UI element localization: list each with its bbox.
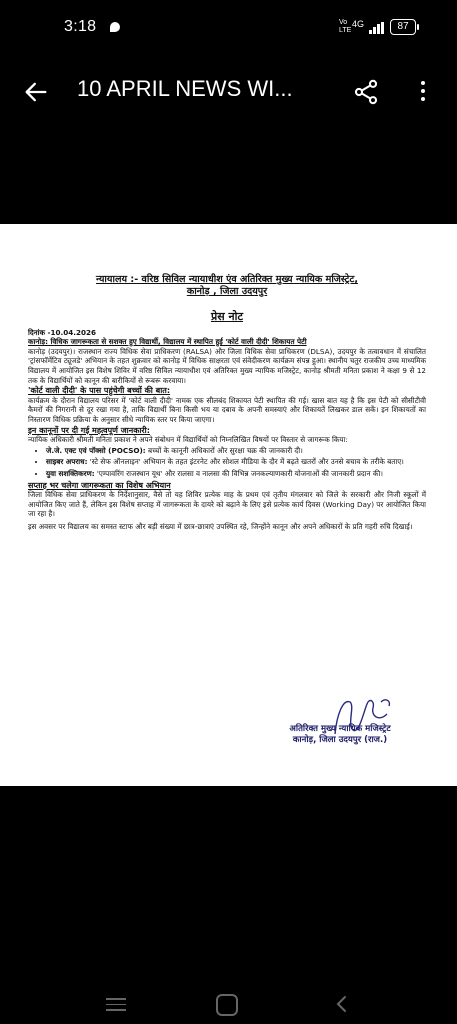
file-title: 10 APRIL NEWS WI... — [77, 76, 293, 101]
document-date: दिनांक -10.04.2026 — [28, 327, 97, 337]
system-nav-bar — [0, 990, 457, 1024]
more-options-icon[interactable] — [415, 78, 431, 106]
battery-icon: 87 — [390, 19, 416, 35]
court-header-line2: कानोड़ , जिला उदयपुर — [186, 286, 268, 297]
paragraph-complaint-box: कार्यक्रम के दौरान विद्यालय परिसर में 'कोर्ट वाली दीदी' नामक एक सीलबंद शिकायत पेटी स्थापित की गई। खास बात यह है कि इस पेटी को सीसीटीवी कैमरों की निगरानी से दूर रखा गया है, ताकि विद्यार्थी बिना किसी भय या दबाव के अपनी समस्याएं और शिकायतें लिखकर डाल सकें। इन शिकायतों का निस्तारण विधिक प्रक्रिया के अनुसार सीधे न्यायिक स्तर पर किया जाएगा। — [28, 395, 426, 424]
viewer-toolbar — [0, 56, 457, 130]
paragraph-closing: इस अवसर पर विद्यालय का समस्त स्टाफ और बड़ी संख्या में छात्र-छात्राएं उपस्थित रहे, जिन्होंने कानून और अपने अधिकारों के प्रति गहरी रुचि दिखाई। — [28, 521, 413, 531]
court-header — [28, 274, 426, 298]
heading-week-campaign: सप्ताह भर चलेगा जागरूकता का विशेष अभियान — [28, 480, 171, 490]
whatsapp-notification-icon — [110, 22, 120, 32]
home-button[interactable] — [216, 994, 238, 1016]
document-subject: कानोड़: विधिक जागरूकता से सशक्त हुए विद्यार्थी, विद्यालय में स्थापित हुई 'कोर्ट वाली दीदी' शिकायत पेटी — [28, 337, 307, 347]
press-note-document — [28, 274, 426, 531]
back-arrow-icon[interactable] — [22, 78, 50, 106]
paragraph-week-campaign: जिला विधिक सेवा प्राधिकरण के निर्देशानुसार, वैसे तो यह शिविर प्रत्येक माह के प्रथम एवं तृतीय मंगलवार को जिले के सरकारी और निजी स्कूलों में आयोजित किए जाते हैं, लेकिन इस विशेष सप्ताह में जागरूकता के दायरे को बढ़ाने के लिए इसे प्रत्येक कार्य दिवस (Working Day) पर आयोजित किया जा रहा है। — [28, 490, 426, 519]
document-image[interactable] — [0, 224, 457, 786]
signature-designation: अतिरिक्त मुख्य न्यायिक मजिस्ट्रेट कानोड़, जिला उदयपुर (राज.) — [289, 724, 391, 745]
list-item: • युवा सशक्तिकरण: 'एम्पावरिंग राजस्थान यूथ' और रालसा व नालसा की विभिन्न जनकल्याणकारी योजनाओं की जानकारी प्रदान की। — [46, 469, 426, 479]
nav-back-icon[interactable] — [330, 994, 354, 1014]
paragraph-intro: कानोड़ (उदयपुर)। राजस्थान राज्य विधिक सेवा प्राधिकरण (RALSA) और जिला विधिक सेवा प्राधिकरण (DLSA), उदयपुर के तत्वावधान में संचालित 'ट्रांसफॉर्मेटिव ट्यूजडे' अभियान के तहत शुक्रवार को कानोड़ में विधिक साक्षरता एवं संवेदीकरण कार्यक्रम संपन्न हुआ। स्थानीय चतुर राजकीय उच्च माध्यमिक विद्यालय में आयोजित इस विशेष शिविर में वरिष्ठ सिविल न्यायाधीश एवं अतिरिक्त मुख्य न्यायिक मजिस्ट्रेट, कानोड़ श्रीमती मनिता प्रकाश ने कक्षा 9 से 12 तक के विद्यार्थियों को कानून की बारीकियों से रूबरू करवाया। — [28, 346, 426, 385]
press-note-title: प्रेस नोट — [210, 310, 244, 323]
list-item: • साइबर अपराध: 'स्टे सेफ ऑनलाइन' अभियान के तहत इंटरनेट और सोशल मीडिया के दौर में बढ़ते खतरों और उनसे बचाव के तरीके बताए। — [46, 457, 426, 467]
recent-apps-button[interactable] — [104, 994, 128, 1014]
status-bar — [0, 0, 457, 56]
court-header-line1: न्यायालय :- वरिष्ठ सिविल न्यायाधीश एंव अतिरिक्त मुख्य न्यायिक मजिस्ट्रेट, — [96, 274, 358, 285]
heading-laws: इन कानूनों पर दी गई महत्वपूर्ण जानकारी: — [28, 425, 150, 435]
list-item: • जे.जे. एक्ट एवं पॉक्सो (POCSO): बच्चों के कानूनी अधिकारों और सुरक्षा चक्र की जानकारी दी। — [46, 446, 426, 456]
clock: 3:18 — [64, 18, 97, 35]
signal-strength-icon — [369, 22, 384, 34]
volte-indicator: Vo LTE — [339, 19, 352, 34]
signature-stamp — [265, 694, 415, 764]
network-type: 4G — [352, 19, 365, 29]
heading-complaint-box: 'कोर्ट वाली दीदी' के पास पहुंचेगी बच्चों की बात: — [28, 386, 171, 396]
laws-list — [46, 446, 426, 479]
share-icon[interactable] — [352, 78, 380, 106]
paragraph-laws-intro: न्यायिक अधिकारी श्रीमती मनिता प्रकाश ने अपने संबोधन में विद्यार्थियों को निम्नलिखित विषयों पर विस्तार से जागरूक किया: — [28, 435, 348, 445]
